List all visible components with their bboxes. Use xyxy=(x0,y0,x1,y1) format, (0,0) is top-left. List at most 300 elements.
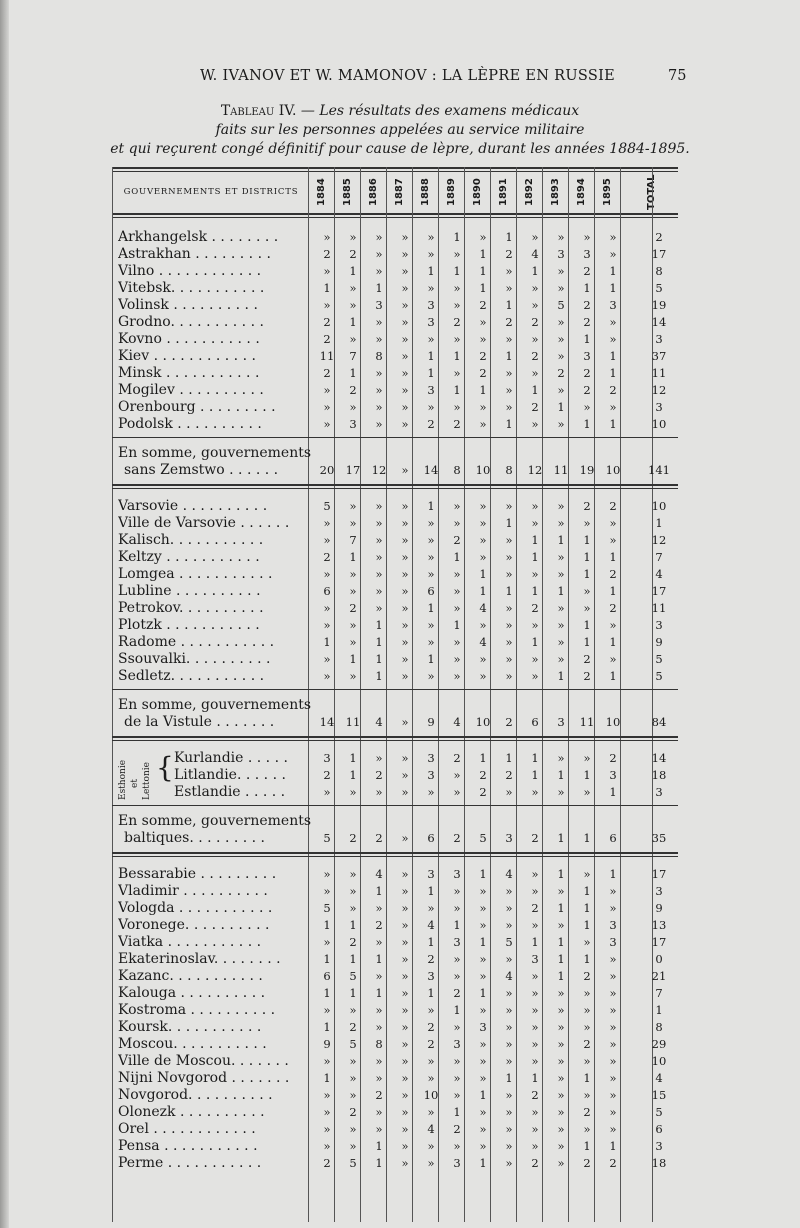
other-row-16-cell: » xyxy=(323,1139,331,1153)
table-left-rule xyxy=(112,167,113,1222)
sum-baltic-label: baltiques. . . . . . . . . xyxy=(124,830,265,846)
vistule-row-8-cell: 1 xyxy=(583,635,591,649)
row-1-cell: 2 xyxy=(505,247,513,261)
baltic-row-2-total: 3 xyxy=(655,785,663,799)
other-row-17-cell: 2 xyxy=(583,1156,591,1170)
row-2-cell: 1 xyxy=(453,264,461,278)
row-7-cell: 2 xyxy=(479,349,487,363)
sum-sans-cell: 19 xyxy=(579,463,595,477)
baltic-row-0-cell: » xyxy=(583,751,591,765)
other-row-6-cell: 3 xyxy=(427,969,435,983)
other-row-3-label: Voronege. . . . . . . . . . xyxy=(118,917,270,933)
vistule-row-0-cell: » xyxy=(375,499,383,513)
other-row-11-cell: » xyxy=(557,1054,565,1068)
other-row-15-cell: 4 xyxy=(427,1122,435,1136)
other-row-2-cell: » xyxy=(453,901,461,915)
row-5-cell: » xyxy=(557,315,565,329)
vistule-row-9-cell: » xyxy=(557,652,565,666)
other-row-10-label: Moscou. . . . . . . . . . . xyxy=(118,1036,267,1052)
vistule-row-9-cell: » xyxy=(531,652,539,666)
other-row-15-cell: » xyxy=(531,1122,539,1136)
other-row-10-cell: » xyxy=(531,1037,539,1051)
row-5-cell: 3 xyxy=(427,315,435,329)
vistule-row-1-total: 1 xyxy=(655,516,663,530)
other-row-3-cell: 1 xyxy=(583,918,591,932)
row-10-cell: » xyxy=(427,400,435,414)
vistule-row-0-total: 10 xyxy=(651,499,667,513)
other-row-14-cell: » xyxy=(531,1105,539,1119)
other-row-7-cell: » xyxy=(583,986,591,1000)
other-row-16-cell: 1 xyxy=(375,1139,383,1153)
row-0-cell: » xyxy=(349,230,357,244)
baltic-row-2-label: Estlandie . . . . . xyxy=(174,784,286,800)
other-row-3-cell: 1 xyxy=(349,918,357,932)
vistule-row-7-cell: » xyxy=(609,618,617,632)
row-3-total: 5 xyxy=(655,281,663,295)
baltic-row-1-cell: 1 xyxy=(531,768,539,782)
row-11-total: 10 xyxy=(651,417,667,431)
other-row-11-cell: » xyxy=(531,1054,539,1068)
row-3-cell: 1 xyxy=(375,281,383,295)
other-row-17-cell: » xyxy=(427,1156,435,1170)
row-4-cell: » xyxy=(349,298,357,312)
other-row-11-cell: » xyxy=(401,1054,409,1068)
baltic-row-1-cell: 1 xyxy=(349,768,357,782)
other-row-12-label: Nijni Novgorod . . . . . . . xyxy=(118,1070,290,1086)
other-row-14-cell: » xyxy=(479,1105,487,1119)
other-row-2-label: Vologda . . . . . . . . . . . xyxy=(118,900,273,916)
other-row-5-cell: 1 xyxy=(375,952,383,966)
other-row-5-cell: » xyxy=(453,952,461,966)
other-row-13-label: Novgorod. . . . . . . . . . xyxy=(118,1087,273,1103)
row-11-cell: 3 xyxy=(349,417,357,431)
baltic-row-0-label: Kurlandie . . . . . xyxy=(174,750,288,766)
other-row-11-cell: » xyxy=(583,1054,591,1068)
row-11-cell: 1 xyxy=(505,417,513,431)
vistule-row-6-cell: 2 xyxy=(349,601,357,615)
row-2-cell: » xyxy=(505,264,513,278)
other-row-13-cell: » xyxy=(583,1088,591,1102)
other-row-4-cell: » xyxy=(323,935,331,949)
vistule-row-8-cell: 4 xyxy=(479,635,487,649)
other-row-8-cell: 1 xyxy=(453,1003,461,1017)
other-row-9-cell: » xyxy=(375,1020,383,1034)
row-8-total: 11 xyxy=(651,366,667,380)
sum-baltic-cell: » xyxy=(401,831,409,845)
other-row-17-cell: 5 xyxy=(349,1156,357,1170)
vistule-row-1-cell: » xyxy=(479,516,487,530)
other-row-9-cell: 3 xyxy=(479,1020,487,1034)
other-row-15-cell: » xyxy=(323,1122,331,1136)
vistule-row-2-cell: » xyxy=(505,533,513,547)
other-row-5-cell: 2 xyxy=(427,952,435,966)
other-row-16-cell: 1 xyxy=(609,1139,617,1153)
vistule-row-0-cell: » xyxy=(349,499,357,513)
row-6-cell: 1 xyxy=(583,332,591,346)
row-3-cell: » xyxy=(401,281,409,295)
other-row-11-cell: » xyxy=(427,1054,435,1068)
other-row-5-cell: » xyxy=(479,952,487,966)
other-row-8-cell: » xyxy=(531,1003,539,1017)
other-row-14-cell: 2 xyxy=(583,1105,591,1119)
other-row-11-cell: » xyxy=(505,1054,513,1068)
vistule-row-10-cell: 1 xyxy=(609,669,617,683)
other-row-17-cell: 3 xyxy=(453,1156,461,1170)
vistule-row-5-cell: 1 xyxy=(479,584,487,598)
other-row-13-cell: 2 xyxy=(375,1088,383,1102)
row-9-cell: 2 xyxy=(583,383,591,397)
row-3-cell: » xyxy=(557,281,565,295)
rule-sans-sum xyxy=(112,437,678,438)
row-11-cell: » xyxy=(401,417,409,431)
row-1-label: Astrakhan . . . . . . . . . xyxy=(118,246,271,262)
baltic-row-1-cell: 1 xyxy=(583,768,591,782)
vistule-row-5-label: Lubline . . . . . . . . . . xyxy=(118,583,261,599)
vistule-row-6-cell: » xyxy=(583,601,591,615)
other-row-0-cell: 3 xyxy=(427,867,435,881)
other-row-13-cell: » xyxy=(505,1088,513,1102)
row-9-total: 12 xyxy=(651,383,667,397)
vistule-row-0-cell: » xyxy=(401,499,409,513)
row-8-cell: 1 xyxy=(609,366,617,380)
other-row-8-cell: » xyxy=(505,1003,513,1017)
vistule-row-5-cell: » xyxy=(401,584,409,598)
other-row-11-cell: » xyxy=(479,1054,487,1068)
sum-vistule-cell: 4 xyxy=(453,715,461,729)
row-10-cell: » xyxy=(609,400,617,414)
other-row-0-cell: 4 xyxy=(375,867,383,881)
other-row-3-cell: » xyxy=(479,918,487,932)
row-9-cell: 3 xyxy=(427,383,435,397)
sum-sans-line1: En somme, gouvernements xyxy=(118,445,312,461)
row-0-cell: » xyxy=(609,230,617,244)
sum-vistule-total: 84 xyxy=(651,715,667,729)
row-0-cell: » xyxy=(557,230,565,244)
row-10-cell: » xyxy=(375,400,383,414)
other-row-10-cell: 3 xyxy=(453,1037,461,1051)
vistule-row-7-cell: 1 xyxy=(453,618,461,632)
row-5-cell: 1 xyxy=(349,315,357,329)
row-4-cell: 3 xyxy=(375,298,383,312)
other-row-5-cell: 1 xyxy=(583,952,591,966)
baltic-side-label-3: Lettonie xyxy=(142,762,152,800)
row-9-label: Mogilev . . . . . . . . . . xyxy=(118,382,264,398)
caption-label: Tableau IV. xyxy=(220,103,297,119)
vistule-row-9-cell: » xyxy=(401,652,409,666)
other-row-9-cell: » xyxy=(505,1020,513,1034)
vistule-row-6-cell: » xyxy=(557,601,565,615)
baltic-row-1-cell: 3 xyxy=(609,768,617,782)
other-row-1-cell: 1 xyxy=(375,884,383,898)
row-7-cell: 1 xyxy=(427,349,435,363)
vistule-row-7-cell: » xyxy=(479,618,487,632)
sum-baltic-cell: 1 xyxy=(557,831,565,845)
other-row-0-cell: » xyxy=(401,867,409,881)
baltic-row-1-cell: 2 xyxy=(323,768,331,782)
other-row-14-cell: 2 xyxy=(349,1105,357,1119)
vistule-row-10-cell: 2 xyxy=(583,669,591,683)
rule-baltic-sum xyxy=(112,805,678,806)
rule-vistule-end-2 xyxy=(112,740,678,741)
vistule-row-4-cell: » xyxy=(375,567,383,581)
row-2-label: Vilno . . . . . . . . . . . . xyxy=(118,263,262,279)
other-row-12-cell: » xyxy=(375,1071,383,1085)
other-row-5-label: Ekaterinoslav. . . . . . . . xyxy=(118,951,281,967)
year-header-1887: 1887 xyxy=(394,178,405,206)
row-1-cell: » xyxy=(375,247,383,261)
other-row-1-cell: » xyxy=(401,884,409,898)
sum-vistule-cell: 3 xyxy=(557,715,565,729)
sum-baltic-line1: En somme, gouvernements xyxy=(118,813,312,829)
vistule-row-4-cell: » xyxy=(349,567,357,581)
row-0-label: Arkhangelsk . . . . . . . . xyxy=(118,229,279,245)
row-4-cell: 3 xyxy=(609,298,617,312)
row-7-total: 37 xyxy=(651,349,667,363)
row-4-cell: 2 xyxy=(583,298,591,312)
caption-line-3: et qui reçurent congé définitif pour cause de lèpre, durant les années 1884-1895. xyxy=(110,141,690,157)
other-row-9-total: 8 xyxy=(655,1020,663,1034)
row-10-cell: 1 xyxy=(557,400,565,414)
other-row-14-cell: » xyxy=(557,1105,565,1119)
row-4-cell: 3 xyxy=(427,298,435,312)
row-7-cell: 8 xyxy=(375,349,383,363)
other-row-3-total: 13 xyxy=(651,918,667,932)
baltic-side-label-2: et xyxy=(130,779,140,788)
vistule-row-3-cell: 1 xyxy=(349,550,357,564)
vistule-row-4-cell: » xyxy=(557,567,565,581)
vistule-row-3-cell: » xyxy=(427,550,435,564)
other-row-11-cell: » xyxy=(609,1054,617,1068)
other-row-17-label: Perme . . . . . . . . . . . xyxy=(118,1155,262,1171)
row-11-cell: » xyxy=(375,417,383,431)
row-7-cell: 1 xyxy=(453,349,461,363)
vistule-row-1-cell: » xyxy=(583,516,591,530)
row-11-cell: 2 xyxy=(427,417,435,431)
sum-vistule-cell: 10 xyxy=(475,715,491,729)
other-row-13-cell: 10 xyxy=(423,1088,439,1102)
baltic-row-1-cell: 2 xyxy=(505,768,513,782)
vistule-row-7-cell: 1 xyxy=(375,618,383,632)
row-4-cell: 5 xyxy=(557,298,565,312)
row-3-cell: » xyxy=(349,281,357,295)
sum-baltic-total: 35 xyxy=(651,831,667,845)
vistule-row-5-cell: 6 xyxy=(323,584,331,598)
vistule-row-6-cell: 4 xyxy=(479,601,487,615)
other-row-9-cell: » xyxy=(557,1020,565,1034)
other-row-15-cell: 2 xyxy=(453,1122,461,1136)
vistule-row-2-cell: 1 xyxy=(531,533,539,547)
other-row-12-cell: 1 xyxy=(505,1071,513,1085)
year-header-1894: 1894 xyxy=(576,178,587,206)
other-row-11-total: 10 xyxy=(651,1054,667,1068)
row-7-cell: 11 xyxy=(319,349,335,363)
row-7-cell: 1 xyxy=(505,349,513,363)
row-1-total: 17 xyxy=(651,247,667,261)
other-row-2-cell: » xyxy=(427,901,435,915)
row-4-cell: » xyxy=(531,298,539,312)
vistule-row-2-cell: 7 xyxy=(349,533,357,547)
baltic-row-0-cell: 2 xyxy=(609,751,617,765)
other-row-10-cell: » xyxy=(479,1037,487,1051)
vistule-row-9-label: Ssouvalki. . . . . . . . . . xyxy=(118,651,271,667)
row-10-cell: » xyxy=(323,400,331,414)
other-row-7-cell: 1 xyxy=(375,986,383,1000)
row-1-cell: 3 xyxy=(557,247,565,261)
row-8-cell: » xyxy=(401,366,409,380)
row-6-total: 3 xyxy=(655,332,663,346)
baltic-row-0-cell: 1 xyxy=(531,751,539,765)
other-row-9-cell: » xyxy=(583,1020,591,1034)
row-3-cell: » xyxy=(531,281,539,295)
vistule-row-6-cell: » xyxy=(323,601,331,615)
other-row-4-cell: 1 xyxy=(531,935,539,949)
rule-baltic-end-2 xyxy=(112,856,678,857)
vistule-row-3-cell: 2 xyxy=(323,550,331,564)
other-row-15-label: Orel . . . . . . . . . . . . xyxy=(118,1121,256,1137)
other-row-5-cell: » xyxy=(401,952,409,966)
vistule-row-8-label: Radome . . . . . . . . . . . xyxy=(118,634,275,650)
vistule-row-6-cell: 2 xyxy=(609,601,617,615)
vistule-row-8-cell: 1 xyxy=(531,635,539,649)
baltic-row-0-cell: 2 xyxy=(453,751,461,765)
other-row-4-cell: 1 xyxy=(557,935,565,949)
vistule-row-0-cell: 2 xyxy=(583,499,591,513)
other-row-15-cell: » xyxy=(583,1122,591,1136)
other-row-3-cell: » xyxy=(557,918,565,932)
baltic-row-0-cell: 3 xyxy=(427,751,435,765)
vistule-row-2-cell: » xyxy=(479,533,487,547)
other-row-3-cell: 2 xyxy=(375,918,383,932)
row-2-cell: » xyxy=(323,264,331,278)
vistule-row-7-label: Plotzk . . . . . . . . . . . xyxy=(118,617,260,633)
vistule-row-1-cell: » xyxy=(427,516,435,530)
sum-sans-label: sans Zemstwo . . . . . . xyxy=(124,462,279,478)
vistule-row-8-cell: » xyxy=(427,635,435,649)
year-header-1891: 1891 xyxy=(498,178,509,206)
vistule-row-10-cell: » xyxy=(531,669,539,683)
sum-baltic-cell: 3 xyxy=(505,831,513,845)
other-row-15-cell: » xyxy=(609,1122,617,1136)
other-row-1-cell: » xyxy=(323,884,331,898)
other-row-6-label: Kazanc. . . . . . . . . . . xyxy=(118,968,263,984)
vistule-row-4-cell: » xyxy=(453,567,461,581)
baltic-row-0-cell: 1 xyxy=(479,751,487,765)
other-row-12-cell: 1 xyxy=(583,1071,591,1085)
other-row-6-cell: 1 xyxy=(557,969,565,983)
header-gouvernements: GOUVERNEMENTS ET DISTRICTS xyxy=(123,187,299,197)
other-row-10-cell: 8 xyxy=(375,1037,383,1051)
row-7-label: Kiev . . . . . . . . . . . . xyxy=(118,348,256,364)
sum-sans-total: 141 xyxy=(648,463,670,477)
vistule-row-0-label: Varsovie . . . . . . . . . . xyxy=(118,498,268,514)
row-2-cell: » xyxy=(375,264,383,278)
other-row-7-label: Kalouga . . . . . . . . . . xyxy=(118,985,266,1001)
vistule-row-8-cell: » xyxy=(453,635,461,649)
row-1-cell: 3 xyxy=(583,247,591,261)
other-row-9-label: Koursk. . . . . . . . . . . xyxy=(118,1019,262,1035)
row-8-label: Minsk . . . . . . . . . . . xyxy=(118,365,260,381)
other-row-3-cell: 4 xyxy=(427,918,435,932)
vistule-row-2-cell: 1 xyxy=(583,533,591,547)
other-row-17-cell: 2 xyxy=(609,1156,617,1170)
other-row-17-total: 18 xyxy=(651,1156,667,1170)
other-row-1-cell: » xyxy=(557,884,565,898)
other-row-4-cell: 1 xyxy=(479,935,487,949)
other-row-7-cell: » xyxy=(401,986,409,1000)
sum-vistule-cell: 11 xyxy=(345,715,361,729)
row-3-cell: 1 xyxy=(479,281,487,295)
row-5-cell: » xyxy=(375,315,383,329)
vistule-row-9-cell: 2 xyxy=(583,652,591,666)
other-row-15-cell: » xyxy=(557,1122,565,1136)
row-10-cell: » xyxy=(401,400,409,414)
other-row-8-cell: » xyxy=(557,1003,565,1017)
vistule-row-10-cell: » xyxy=(323,669,331,683)
vistule-row-6-cell: » xyxy=(375,601,383,615)
baltic-row-2-cell: » xyxy=(323,785,331,799)
vistule-row-3-cell: 1 xyxy=(583,550,591,564)
sum-vistule-cell: 2 xyxy=(505,715,513,729)
sum-baltic-cell: 5 xyxy=(323,831,331,845)
row-8-cell: 1 xyxy=(427,366,435,380)
vistule-row-4-label: Lomgea . . . . . . . . . . . xyxy=(118,566,273,582)
vistule-row-2-label: Kalisch. . . . . . . . . . . xyxy=(118,532,264,548)
row-10-total: 3 xyxy=(655,400,663,414)
vistule-row-6-cell: 2 xyxy=(531,601,539,615)
row-4-total: 19 xyxy=(651,298,667,312)
other-row-9-cell: 2 xyxy=(427,1020,435,1034)
sum-sans-cell: 11 xyxy=(553,463,569,477)
row-2-cell: 1 xyxy=(479,264,487,278)
year-header-1888: 1888 xyxy=(420,178,431,206)
vistule-row-5-cell: 1 xyxy=(505,584,513,598)
row-3-cell: 1 xyxy=(583,281,591,295)
vistule-row-1-cell: » xyxy=(375,516,383,530)
other-row-4-cell: » xyxy=(375,935,383,949)
sum-sans-cell: 10 xyxy=(475,463,491,477)
row-5-cell: 2 xyxy=(505,315,513,329)
row-2-cell: » xyxy=(557,264,565,278)
sum-baltic-cell: 5 xyxy=(479,831,487,845)
other-row-0-cell: 1 xyxy=(609,867,617,881)
row-11-cell: 1 xyxy=(609,417,617,431)
row-6-cell: » xyxy=(609,332,617,346)
other-row-3-cell: 1 xyxy=(453,918,461,932)
baltic-row-2-cell: » xyxy=(349,785,357,799)
row-4-cell: » xyxy=(323,298,331,312)
row-3-cell: 1 xyxy=(609,281,617,295)
vistule-row-2-cell: » xyxy=(609,533,617,547)
page-edge xyxy=(0,0,9,1228)
other-row-0-label: Bessarabie . . . . . . . . . xyxy=(118,866,277,882)
row-6-cell: » xyxy=(375,332,383,346)
row-10-cell: » xyxy=(583,400,591,414)
row-4-cell: 2 xyxy=(479,298,487,312)
vistule-row-10-cell: » xyxy=(427,669,435,683)
other-row-9-cell: 2 xyxy=(349,1020,357,1034)
sum-baltic-cell: 2 xyxy=(453,831,461,845)
other-row-6-cell: » xyxy=(401,969,409,983)
vistule-row-5-cell: 6 xyxy=(427,584,435,598)
baltic-row-0-cell: » xyxy=(375,751,383,765)
rule-vistule-sum xyxy=(112,689,678,690)
row-3-cell: » xyxy=(453,281,461,295)
rule-baltic-end xyxy=(112,852,678,854)
other-row-15-cell: » xyxy=(375,1122,383,1136)
row-3-cell: 1 xyxy=(323,281,331,295)
row-7-cell: » xyxy=(401,349,409,363)
other-row-8-cell: » xyxy=(323,1003,331,1017)
